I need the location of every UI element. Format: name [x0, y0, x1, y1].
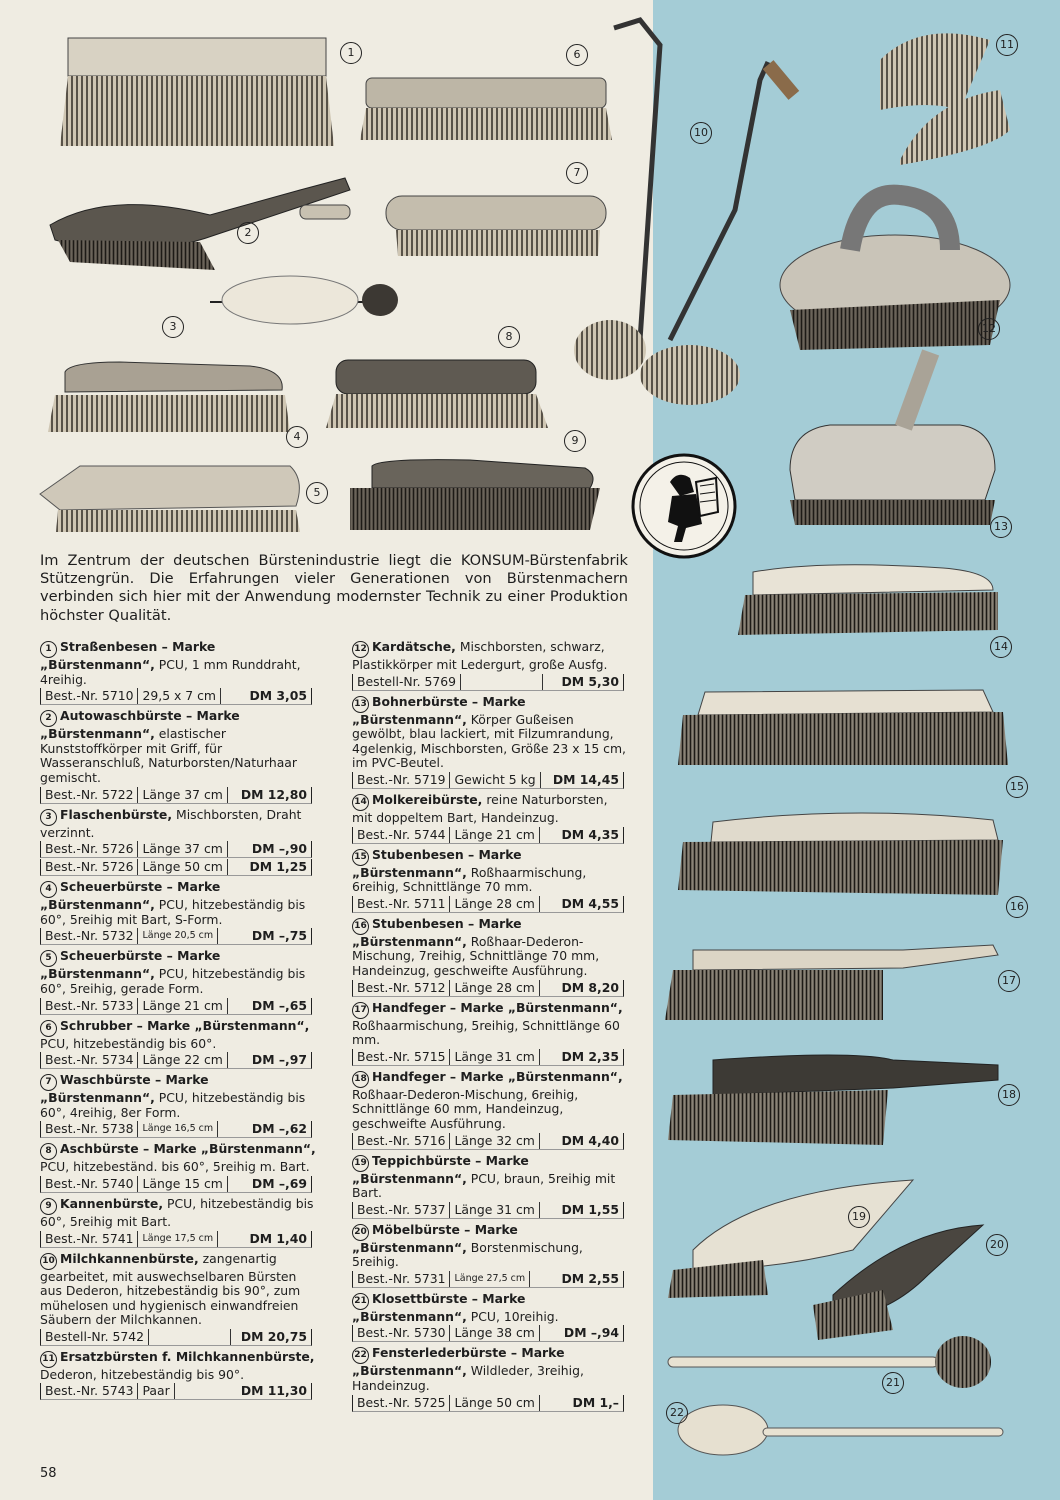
- catalog-item-16: [352, 917, 630, 997]
- item-size: Länge 20,5 cm: [138, 928, 218, 944]
- item-number-circle: 18: [352, 1071, 369, 1088]
- item-description: reine Naturborsten, mit doppeltem Bart, Handeinzug.: [352, 791, 608, 825]
- illustration-number-8: 8: [498, 326, 520, 348]
- order-number: Best.-Nr. 5732: [41, 928, 138, 944]
- item-number-circle: 5: [40, 950, 57, 967]
- illustration-number-10: 10: [690, 122, 712, 144]
- order-number: Best.-Nr. 5716: [353, 1133, 450, 1149]
- item-price: DM 4,40: [561, 1132, 619, 1148]
- catalog-item-7: [40, 1073, 318, 1138]
- brush-2-illustration: [50, 178, 350, 270]
- brush-21-illustration: [668, 1336, 991, 1388]
- illustration-number-22: 22: [666, 1402, 688, 1424]
- brush-3-illustration: [210, 276, 398, 324]
- item-price: DM –,94: [563, 1325, 619, 1341]
- item-heading: Schrubber – Marke „Bürstenmann“,: [60, 1017, 310, 1033]
- brush-4-illustration: [48, 362, 290, 432]
- catalog-item-3: [40, 808, 318, 877]
- brush-illustrations-lower: [653, 550, 1060, 1490]
- order-number: Best.-Nr. 5726: [41, 841, 138, 857]
- item-number-circle: 11: [40, 1351, 57, 1368]
- catalog-item-text: [352, 1154, 630, 1201]
- item-number-circle: 7: [40, 1074, 57, 1091]
- order-row: [40, 1176, 312, 1193]
- order-row: [352, 1202, 624, 1219]
- catalog-item-text: [40, 880, 318, 927]
- item-description: Roßhaar-Dederon-Mischung, 7reihig, Schnittlänge 70 mm, Handeinzug, geschweifte Ausführung.: [352, 933, 600, 978]
- order-number: Bestell-Nr. 5742: [41, 1329, 149, 1345]
- item-price: DM 12,80: [240, 786, 307, 802]
- item-size: Länge 21 cm: [450, 827, 539, 843]
- item-heading: Aschbürste – Marke „Bürstenmann“,: [60, 1141, 316, 1157]
- item-size: Länge 15 cm: [138, 1176, 227, 1192]
- order-row: [40, 1121, 312, 1138]
- item-heading: Stubenbesen – Marke „Bürstenmann“,: [352, 846, 522, 880]
- catalog-item-text: [352, 1070, 630, 1132]
- item-number-circle: 14: [352, 794, 369, 811]
- catalog-item-9: [40, 1197, 318, 1248]
- illustration-number-14: 14: [990, 636, 1012, 658]
- brush-12-illustration: [780, 195, 1010, 350]
- item-size: Länge 32 cm: [450, 1133, 539, 1149]
- illustration-number-13: 13: [990, 516, 1012, 538]
- catalog-item-10: [40, 1252, 318, 1346]
- catalog-item-17: [352, 1001, 630, 1066]
- item-description: Körper Gußeisen gewölbt, blau lackiert, mit Filzumrandung, 4gelenkig, Mischborsten, Größe 23 x 15 cm, im PVC-Beutel.: [352, 711, 626, 771]
- illustration-number-17: 17: [998, 970, 1020, 992]
- item-description: PCU, hitzebeständ. bis 60°, 5reihig m. Bart.: [40, 1159, 310, 1175]
- order-number: Best.-Nr. 5711: [353, 896, 450, 912]
- item-number-circle: 10: [40, 1253, 57, 1270]
- item-price: DM 8,20: [561, 979, 619, 995]
- order-row: [352, 980, 624, 997]
- item-description: PCU, hitzebeständig bis 60°, 4reihig, 8er Form.: [40, 1090, 306, 1120]
- item-price: DM 11,30: [240, 1383, 307, 1399]
- item-description: PCU, hitzebeständig bis 60°.: [40, 1035, 217, 1051]
- brush-1-illustration: [60, 38, 334, 146]
- order-number: Best.-Nr. 5734: [41, 1052, 138, 1068]
- catalog-item-4: [40, 880, 318, 945]
- order-row: [352, 674, 624, 691]
- brush-14-illustration: [738, 565, 998, 635]
- catalog-item-1: [40, 640, 318, 705]
- catalog-column-right: [352, 640, 630, 1416]
- item-size: Gewicht 5 kg: [450, 772, 540, 788]
- item-price: DM 1,40: [249, 1230, 307, 1246]
- item-size: Länge 21 cm: [138, 998, 227, 1014]
- item-price: DM 2,35: [561, 1048, 619, 1064]
- item-number-circle: 3: [40, 809, 57, 826]
- item-description: Roßhaar-Dederon-Mischung, 6reihig, Schnittlänge 60 mm, Handeinzug, geschweifte Ausführung.: [352, 1086, 579, 1131]
- order-number: Best.-Nr. 5712: [353, 980, 450, 996]
- catalog-item-text: [352, 1001, 630, 1048]
- item-description: PCU, hitzebeständig bis 60°, 5reihig mit Bart.: [40, 1195, 314, 1229]
- illustration-number-9: 9: [564, 430, 586, 452]
- item-description: elastischer Kunststoffkörper mit Griff, für Wasseranschluß, Naturborsten/Naturhaar gemischt.: [40, 726, 297, 785]
- item-size: Länge 31 cm: [450, 1049, 539, 1065]
- item-number-circle: 20: [352, 1224, 369, 1241]
- item-size: Länge 50 cm: [450, 1395, 539, 1411]
- catalog-item-11: [40, 1350, 318, 1401]
- order-row: [352, 1271, 624, 1288]
- order-number: Best.-Nr. 5726: [41, 859, 138, 875]
- brush-5-illustration: [40, 466, 300, 532]
- brush-7-illustration: [386, 196, 606, 256]
- item-heading: Scheuerbürste – Marke „Bürstenmann“,: [40, 948, 221, 982]
- item-heading: Molkereibürste,: [372, 791, 483, 807]
- catalog-item-8: [40, 1142, 318, 1193]
- item-heading: Fensterlederbürste – Marke „Bürstenmann“,: [352, 1345, 565, 1379]
- catalog-item-text: [352, 793, 630, 826]
- item-price: DM –,69: [251, 1175, 307, 1191]
- item-description: PCU, 10reihig.: [470, 1308, 559, 1324]
- catalog-item-text: [352, 1223, 630, 1270]
- item-number-circle: 13: [352, 696, 369, 713]
- item-price: DM 3,05: [249, 688, 307, 704]
- catalog-item-13: [352, 695, 630, 789]
- catalog-item-21: [352, 1292, 630, 1343]
- item-size: 29,5 x 7 cm: [138, 688, 221, 704]
- catalog-item-text: [40, 640, 318, 687]
- order-number: Best.-Nr. 5719: [353, 772, 450, 788]
- illustration-number-11: 11: [996, 34, 1018, 56]
- order-number: Best.-Nr. 5730: [353, 1325, 450, 1341]
- order-row: [40, 928, 312, 945]
- catalog-item-5: [40, 949, 318, 1014]
- item-number-circle: 15: [352, 849, 369, 866]
- order-row: [40, 1329, 312, 1346]
- item-description: PCU, hitzebeständig bis 60°, 5reihig mit Bart, S-Form.: [40, 897, 306, 927]
- item-price: DM 4,55: [561, 895, 619, 911]
- item-size: Länge 16,5 cm: [138, 1121, 218, 1137]
- item-heading: Milchkannenbürste,: [60, 1250, 199, 1266]
- item-number-circle: 19: [352, 1155, 369, 1172]
- item-description: Wildleder, 3reihig, Handeinzug.: [352, 1363, 584, 1394]
- item-size: [149, 1329, 230, 1345]
- order-row: [352, 772, 624, 789]
- brush-16-illustration: [678, 813, 1003, 895]
- order-row: [40, 1383, 312, 1400]
- item-price: DM 1,–: [572, 1394, 619, 1410]
- item-heading: Handfeger – Marke „Bürstenmann“,: [372, 999, 623, 1015]
- item-price: DM 2,55: [561, 1270, 619, 1286]
- illustration-number-21: 21: [882, 1372, 904, 1394]
- catalog-item-6: [40, 1019, 318, 1070]
- catalog-item-text: [40, 1197, 318, 1230]
- order-number: Best.-Nr. 5741: [41, 1231, 138, 1247]
- item-description: Dederon, hitzebeständig bis 90°.: [40, 1366, 245, 1382]
- catalog-item-22: [352, 1346, 630, 1411]
- order-number: Best.-Nr. 5743: [41, 1383, 138, 1399]
- item-number-circle: 12: [352, 641, 369, 658]
- illustration-number-12: 12: [978, 318, 1000, 340]
- item-description: Mischborsten, schwarz, Plastikkörper mit Ledergurt, große Ausfg.: [352, 639, 608, 672]
- item-price: DM 14,45: [552, 771, 619, 787]
- item-size: Länge 37 cm: [138, 787, 227, 803]
- order-number: Best.-Nr. 5740: [41, 1176, 138, 1192]
- catalog-item-15: [352, 848, 630, 913]
- order-row: [352, 1049, 624, 1066]
- item-price: DM 1,25: [249, 859, 307, 875]
- brush-11-illustration: [880, 33, 1010, 165]
- item-number-circle: 9: [40, 1198, 57, 1215]
- catalog-item-19: [352, 1154, 630, 1219]
- item-price: DM –,90: [251, 841, 307, 857]
- brush-13-illustration: [790, 349, 995, 525]
- order-row: [40, 1052, 312, 1069]
- illustration-number-15: 15: [1006, 776, 1028, 798]
- catalog-item-text: [40, 1019, 318, 1052]
- catalog-item-text: [352, 1346, 630, 1393]
- item-size: Länge 22 cm: [138, 1052, 227, 1068]
- order-row: [40, 859, 312, 876]
- catalog-item-14: [352, 793, 630, 844]
- brushmaker-logo-icon: [630, 452, 738, 560]
- illustration-number-5: 5: [306, 482, 328, 504]
- item-price: DM 1,55: [561, 1201, 619, 1217]
- item-heading: Stubenbesen – Marke „Bürstenmann“,: [352, 915, 522, 949]
- item-price: DM 20,75: [240, 1328, 307, 1344]
- catalog-item-text: [352, 640, 630, 673]
- item-size: Länge 38 cm: [450, 1325, 539, 1341]
- item-description: Roßhaarmischung, 5reihig, Schnittlänge 60 mm.: [352, 1017, 620, 1048]
- item-size: [461, 674, 542, 690]
- item-price: DM –,75: [251, 928, 307, 944]
- brush-17-illustration: [665, 945, 998, 1020]
- item-size: Länge 50 cm: [138, 859, 227, 875]
- item-description: Borstenmischung, 5reihig.: [352, 1239, 583, 1270]
- item-heading: Ersatzbürsten f. Milchkannenbürste,: [60, 1348, 315, 1364]
- catalog-item-18: [352, 1070, 630, 1150]
- brush-10-illustration: [574, 20, 799, 405]
- item-heading: Scheuerbürste – Marke „Bürstenmann“,: [40, 879, 221, 913]
- order-row: [352, 1395, 624, 1412]
- order-row: [352, 1325, 624, 1342]
- item-number-circle: 17: [352, 1002, 369, 1019]
- order-number: Best.-Nr. 5715: [353, 1049, 450, 1065]
- catalog-item-text: [352, 1292, 630, 1325]
- brush-6-illustration: [360, 78, 612, 140]
- item-heading: Straßenbesen – Marke „Bürstenmann“,: [40, 639, 216, 672]
- catalog-column-left: [40, 640, 318, 1404]
- order-number: Best.-Nr. 5738: [41, 1121, 138, 1137]
- order-number: Bestell-Nr. 5769: [353, 674, 461, 690]
- item-size: Länge 17,5 cm: [138, 1231, 218, 1247]
- item-number-circle: 21: [352, 1293, 369, 1310]
- item-description: zangenartig gearbeitet, mit auswechselbaren Bürsten aus Dederon, hitzebeständig bis 90°, zum mühelosen und hygienisch einwandfreien Säubern der Milchkannen.: [40, 1250, 301, 1328]
- catalog-item-text: [40, 949, 318, 996]
- catalog-item-text: [40, 709, 318, 785]
- item-price: DM –,65: [251, 997, 307, 1013]
- illustration-number-2: 2: [237, 222, 259, 244]
- item-size: Länge 31 cm: [450, 1202, 539, 1218]
- order-number: Best.-Nr. 5731: [353, 1271, 450, 1287]
- catalog-item-text: [40, 1142, 318, 1175]
- item-description: Roßhaarmischung, 6reihig, Schnittlänge 70 mm.: [352, 864, 587, 895]
- item-price: DM –,97: [251, 1052, 307, 1068]
- item-number-circle: 16: [352, 918, 369, 935]
- brush-22-illustration: [678, 1405, 1003, 1455]
- item-heading: Kannenbürste,: [60, 1195, 164, 1211]
- item-number-circle: 22: [352, 1347, 369, 1364]
- order-row: [352, 1133, 624, 1150]
- item-number-circle: 8: [40, 1143, 57, 1160]
- item-heading: Kardätsche,: [372, 639, 456, 654]
- page-number: 58: [40, 1466, 57, 1481]
- catalog-item-20: [352, 1223, 630, 1288]
- item-description: Mischborsten, Draht verzinnt.: [40, 806, 302, 840]
- order-row: [40, 998, 312, 1015]
- item-number-circle: 6: [40, 1020, 57, 1037]
- order-row: [352, 827, 624, 844]
- order-number: Best.-Nr. 5722: [41, 787, 138, 803]
- item-description: PCU, 1 mm Runddraht, 4reihig.: [40, 657, 301, 687]
- item-size: Paar: [138, 1383, 174, 1399]
- item-heading: Autowaschbürste – Marke „Bürstenmann“,: [40, 708, 240, 742]
- order-number: Best.-Nr. 5710: [41, 688, 138, 704]
- illustration-number-7: 7: [566, 162, 588, 184]
- item-heading: Flaschenbürste,: [60, 806, 173, 822]
- brush-15-illustration: [678, 690, 1008, 765]
- catalog-item-2: [40, 709, 318, 803]
- item-heading: Möbelbürste – Marke „Bürstenmann“,: [352, 1221, 518, 1255]
- catalog-item-text: [40, 808, 318, 841]
- item-number-circle: 4: [40, 881, 57, 898]
- item-description: PCU, braun, 5reihig mit Bart.: [352, 1170, 616, 1201]
- catalog-item-text: [352, 848, 630, 895]
- item-number-circle: 1: [40, 641, 57, 658]
- item-number-circle: 2: [40, 710, 57, 727]
- order-number: Best.-Nr. 5744: [353, 827, 450, 843]
- item-size: Länge 28 cm: [450, 980, 539, 996]
- catalog-item-text: [352, 695, 630, 771]
- item-price: DM 4,35: [561, 826, 619, 842]
- brush-9-illustration: [350, 460, 600, 530]
- order-row: [40, 841, 312, 858]
- intro-paragraph: Im Zentrum der deutschen Bürstenindustrie liegt die KONSUM-Bürstenfabrik Stützengrün. Die Erfahrungen vieler Generationen von Bürstenmachern verbinden sich hier mit der Anwendung modernster Technik zu einer Produktion höchster Qualität.: [40, 552, 628, 624]
- catalog-item-text: [40, 1350, 318, 1383]
- item-heading: Klosettbürste – Marke „Bürstenmann“,: [352, 1290, 526, 1324]
- order-row: [40, 688, 312, 705]
- item-heading: Teppichbürste – Marke „Bürstenmann“,: [352, 1152, 529, 1186]
- item-price: DM 5,30: [561, 673, 619, 689]
- brush-18-illustration: [668, 1055, 998, 1145]
- order-row: [352, 896, 624, 913]
- item-price: DM –,62: [251, 1121, 307, 1137]
- item-size: Länge 28 cm: [450, 896, 539, 912]
- item-heading: Waschbürste – Marke „Bürstenmann“,: [40, 1072, 209, 1106]
- item-size: Länge 27,5 cm: [450, 1271, 530, 1287]
- catalog-item-text: [40, 1073, 318, 1120]
- catalog-item-text: [40, 1252, 318, 1328]
- illustration-number-6: 6: [566, 44, 588, 66]
- catalog-item-12: [352, 640, 630, 691]
- illustration-number-20: 20: [986, 1234, 1008, 1256]
- order-number: Best.-Nr. 5737: [353, 1202, 450, 1218]
- item-description: PCU, hitzebeständig bis 60°, 5reihig, gerade Form.: [40, 966, 306, 996]
- illustration-number-3: 3: [162, 316, 184, 338]
- order-number: Best.-Nr. 5725: [353, 1395, 450, 1411]
- brush-8-illustration: [326, 360, 548, 428]
- brush-illustrations: [0, 0, 1060, 540]
- item-heading: Handfeger – Marke „Bürstenmann“,: [372, 1068, 623, 1084]
- illustration-number-19: 19: [848, 1206, 870, 1228]
- order-number: Best.-Nr. 5733: [41, 998, 138, 1014]
- illustration-number-1: 1: [340, 42, 362, 64]
- illustration-number-18: 18: [998, 1084, 1020, 1106]
- item-size: Länge 37 cm: [138, 841, 227, 857]
- illustration-number-4: 4: [286, 426, 308, 448]
- illustration-number-16: 16: [1006, 896, 1028, 918]
- order-row: [40, 787, 312, 804]
- catalog-item-text: [352, 917, 630, 979]
- order-row: [40, 1231, 312, 1248]
- item-heading: Bohnerbürste – Marke „Bürstenmann“,: [352, 693, 526, 727]
